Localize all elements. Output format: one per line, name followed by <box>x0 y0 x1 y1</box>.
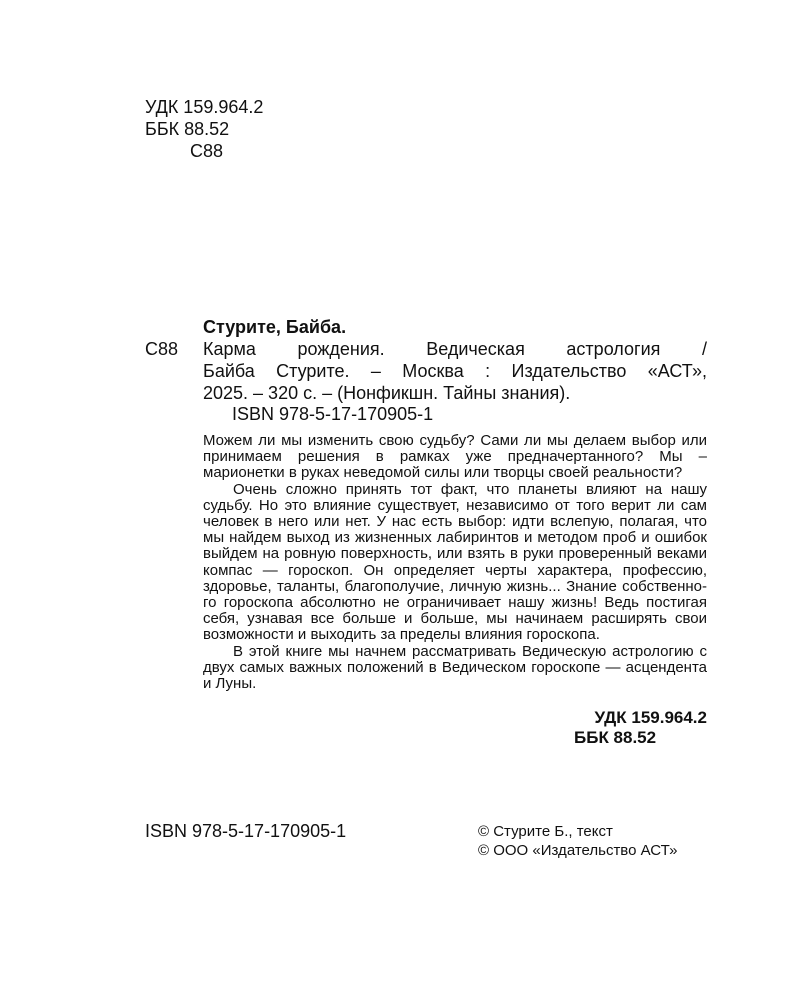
author-code: С88 <box>190 141 224 161</box>
title-line: 2025. – 320 с. – (Нонфикшн. Тайны знания). <box>203 383 571 403</box>
abstract-paragraph: Очень сложно принять тот факт, что планеты влияют на нашу судьбу. Но это влияние существует, независимо от того верит ли сам человек в него или нет. У нас есть выбор: идти вслепую, полагая, что мы найдем выход из жизненных лабиринтов и методом проб и ошибок выйдем на ровную поверхность, или взять в руки проверенный веками компас — гороскоп. Он определяет черты характера, профессию, здоровье, таланты, благополучие, личную жизнь... Знание собственного гороскопа абсолютно не ограничивает нашу жизнь! Ведь постигая себя, узнавая все больше и больше, мы начинаем расширять свои возможности и выходить за пределы влияния гороскопа. <box>203 480 707 644</box>
isbn: ISBN 978-5-17-170905-1 <box>232 404 434 424</box>
abstract-paragraph: Можем ли мы изменить свою судьбу? Сами ли мы делаем выбор или принимаем решения в рамках уже предначертанного? Мы – марионетки в руках неведомой силы или творцы своей реальности? <box>203 432 707 482</box>
bbk-code: ББК 88.52 <box>145 119 230 139</box>
bbk-code-bottom: ББК 88.52 <box>574 728 657 747</box>
abstract-paragraph: В этой книге мы начнем рассматривать Ведическую астрологию с двух самых важных положений в Ведическом гороскопе — асцендента и Луны. <box>203 642 707 693</box>
isbn-bottom: ISBN 978-5-17-170905-1 <box>145 821 347 841</box>
title-line: Карма рождения. Ведическая астрология / <box>203 339 707 359</box>
author-heading: Стурите, Байба. <box>203 317 347 337</box>
udk-code: УДК 159.964.2 <box>145 97 264 117</box>
copyright-line: © ООО «Издательство АСТ» <box>478 842 678 859</box>
udk-code-bottom: УДК 159.964.2 <box>594 708 707 727</box>
copyright-line: © Стурите Б., текст <box>478 823 613 840</box>
title-line: Байба Стурите. – Москва : Издательство «АСТ», <box>203 361 707 381</box>
author-mark: С88 <box>145 339 179 359</box>
abstract <box>203 433 707 692</box>
